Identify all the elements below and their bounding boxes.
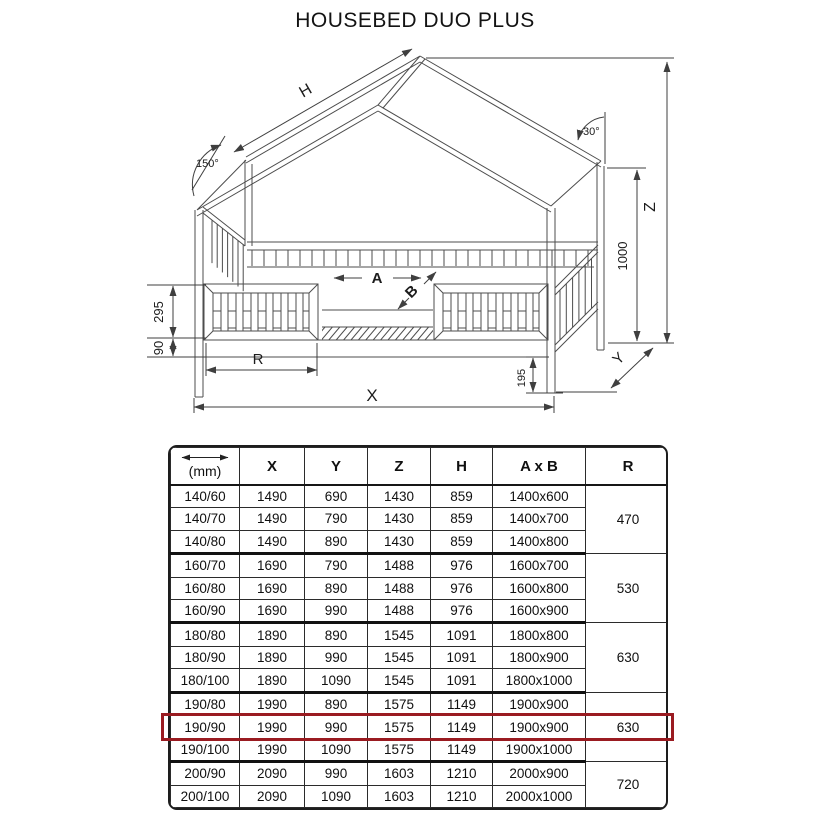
x-cell: 1690 <box>240 599 305 623</box>
width-arrow-icon <box>177 453 233 462</box>
size-cell: 140/70 <box>171 508 240 530</box>
size-cell: 140/60 <box>171 485 240 508</box>
r-dim-label: R <box>252 351 264 368</box>
unit-label: (mm) <box>188 463 222 479</box>
z-cell: 1603 <box>368 762 431 786</box>
x-cell: 2090 <box>240 762 305 786</box>
y-cell: 1090 <box>305 669 368 693</box>
table-row <box>171 692 669 716</box>
axb-cell: 1900x900 <box>493 716 586 738</box>
x-cell: 1490 <box>240 508 305 530</box>
left-end-wall <box>203 207 245 291</box>
y-cell: 890 <box>305 692 368 716</box>
a-dim-label: A <box>371 270 383 287</box>
size-cell: 160/70 <box>171 554 240 578</box>
h-cell: 859 <box>431 485 493 508</box>
table-row <box>171 485 669 508</box>
dim-1000-label: 1000 <box>615 241 630 271</box>
radius-cell: 470 <box>586 485 669 554</box>
h-cell: 1210 <box>431 762 493 786</box>
y-cell: 1090 <box>305 785 368 807</box>
unit-header-cell <box>171 448 240 486</box>
h-cell: 859 <box>431 508 493 530</box>
table-row <box>171 554 669 578</box>
table-header-row <box>171 448 669 486</box>
z-cell: 1575 <box>368 738 431 762</box>
dim-195-label: 195 <box>516 368 528 388</box>
axb-cell: 1400x800 <box>493 530 586 554</box>
z-cell: 1603 <box>368 785 431 807</box>
y-cell: 990 <box>305 599 368 623</box>
col-header-x: X <box>240 448 305 486</box>
left-guard-rail <box>204 284 318 340</box>
size-cell: 160/90 <box>171 599 240 623</box>
y-cell: 790 <box>305 508 368 530</box>
z-cell: 1545 <box>368 623 431 647</box>
radius-cell: 530 <box>586 554 669 623</box>
h-cell: 1210 <box>431 785 493 807</box>
b-dim-label: B <box>401 281 422 302</box>
table-row <box>171 762 669 786</box>
x-cell: 1490 <box>240 485 305 508</box>
y-cell: 990 <box>305 647 368 669</box>
z-cell: 1488 <box>368 577 431 599</box>
page-title: HOUSEBED DUO PLUS <box>295 9 535 32</box>
h-cell: 1091 <box>431 647 493 669</box>
size-cell: 190/90 <box>171 716 240 738</box>
axb-cell: 1400x600 <box>493 485 586 508</box>
h-cell: 976 <box>431 577 493 599</box>
left-angle-label: 150° <box>196 158 219 170</box>
h-cell: 1091 <box>431 669 493 693</box>
axb-cell: 1600x900 <box>493 599 586 623</box>
y-cell: 890 <box>305 530 368 554</box>
back-rail <box>247 242 598 267</box>
axb-cell: 1900x900 <box>493 692 586 716</box>
x-cell: 2090 <box>240 785 305 807</box>
size-cell: 200/90 <box>171 762 240 786</box>
x-cell: 1990 <box>240 738 305 762</box>
radius-cell: 630 <box>586 692 669 761</box>
size-cell: 200/100 <box>171 785 240 807</box>
size-cell: 190/80 <box>171 692 240 716</box>
z-dim-label: Z <box>642 202 659 212</box>
col-header-axb: A x B <box>493 448 586 486</box>
dim-90-label: 90 <box>151 340 166 356</box>
z-cell: 1430 <box>368 508 431 530</box>
y-cell: 890 <box>305 623 368 647</box>
axb-cell: 1800x800 <box>493 623 586 647</box>
x-cell: 1890 <box>240 623 305 647</box>
right-guard-rail <box>434 284 548 340</box>
z-cell: 1575 <box>368 692 431 716</box>
z-cell: 1545 <box>368 647 431 669</box>
axb-cell: 1400x700 <box>493 508 586 530</box>
size-cell: 180/100 <box>171 669 240 693</box>
h-cell: 976 <box>431 554 493 578</box>
h-cell: 859 <box>431 530 493 554</box>
radius-cell: 630 <box>586 623 669 692</box>
axb-cell: 1600x700 <box>493 554 586 578</box>
y-cell: 990 <box>305 716 368 738</box>
z-cell: 1545 <box>368 669 431 693</box>
size-table-wrap <box>168 445 668 810</box>
size-cell: 180/90 <box>171 647 240 669</box>
table-row <box>171 623 669 647</box>
h-cell: 1149 <box>431 692 493 716</box>
roof-lines <box>197 56 601 216</box>
right-angle-label: 30° <box>583 126 600 138</box>
z-cell: 1488 <box>368 554 431 578</box>
size-cell: 140/80 <box>171 530 240 554</box>
x-dim-label: X <box>366 386 378 405</box>
x-cell: 1990 <box>240 692 305 716</box>
y-cell: 1090 <box>305 738 368 762</box>
col-header-r: R <box>586 448 669 486</box>
y-dim-label: Y <box>609 349 629 369</box>
h-cell: 976 <box>431 599 493 623</box>
mattress-platform <box>314 310 436 340</box>
z-cell: 1488 <box>368 599 431 623</box>
z-cell: 1575 <box>368 716 431 738</box>
size-cell: 180/80 <box>171 623 240 647</box>
z-cell: 1430 <box>368 485 431 508</box>
axb-cell: 2000x900 <box>493 762 586 786</box>
size-cell: 190/100 <box>171 738 240 762</box>
z-cell: 1430 <box>368 530 431 554</box>
x-cell: 1990 <box>240 716 305 738</box>
x-cell: 1890 <box>240 669 305 693</box>
axb-cell: 1600x800 <box>493 577 586 599</box>
x-cell: 1690 <box>240 554 305 578</box>
h-cell: 1149 <box>431 738 493 762</box>
axb-cell: 1800x1000 <box>493 669 586 693</box>
y-cell: 990 <box>305 762 368 786</box>
size-cell: 160/80 <box>171 577 240 599</box>
axb-cell: 1800x900 <box>493 647 586 669</box>
h-cell: 1149 <box>431 716 493 738</box>
dim-295-label: 295 <box>151 301 166 323</box>
h-cell: 1091 <box>431 623 493 647</box>
y-cell: 690 <box>305 485 368 508</box>
x-cell: 1490 <box>240 530 305 554</box>
roof-slope-label: H <box>296 80 316 102</box>
col-header-y: Y <box>305 448 368 486</box>
col-header-z: Z <box>368 448 431 486</box>
y-cell: 890 <box>305 577 368 599</box>
x-cell: 1690 <box>240 577 305 599</box>
axb-cell: 2000x1000 <box>493 785 586 807</box>
y-cell: 790 <box>305 554 368 578</box>
size-table <box>170 447 668 808</box>
col-header-h: H <box>431 448 493 486</box>
axb-cell: 1900x1000 <box>493 738 586 762</box>
x-cell: 1890 <box>240 647 305 669</box>
radius-cell: 720 <box>586 762 669 808</box>
